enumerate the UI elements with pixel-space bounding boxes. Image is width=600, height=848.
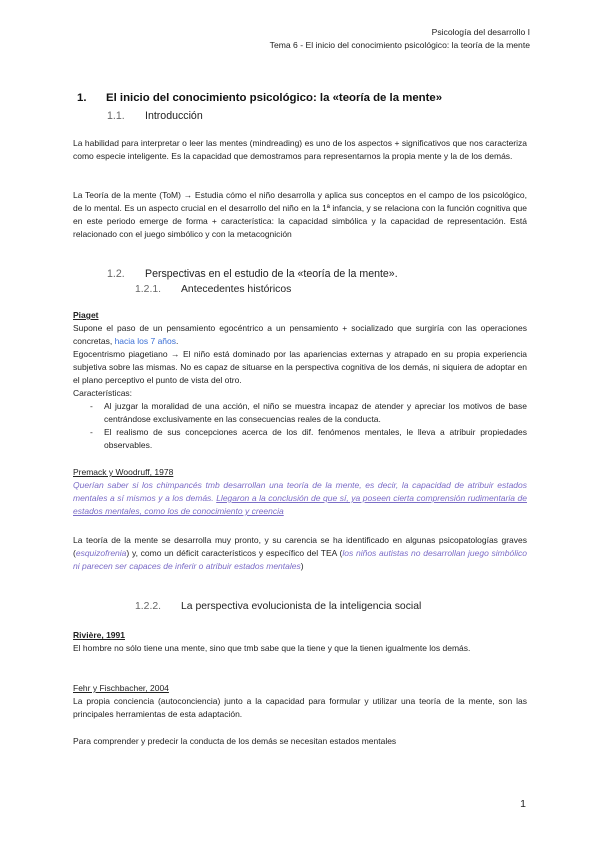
header-course: Psicología del desarrollo I [431, 27, 530, 37]
section-title: El inicio del conocimiento psicológico: la «teoría de la mente» [106, 92, 443, 104]
page-header [270, 26, 530, 52]
age-highlight: hacia los 7 años [114, 336, 177, 346]
tom-text-end: ) [300, 561, 304, 571]
premack-section [73, 466, 527, 518]
section-heading-1-2 [107, 268, 398, 280]
section-number: 1.2. [107, 268, 125, 280]
characteristics-list [73, 400, 527, 452]
section-heading-1-2-2 [135, 601, 421, 612]
premack-italic-text: Querían saber si los chimpancés tmb desarrollan una teoría de la mente, es decir, la capacidad de atribuir estados mentales a sí mismos y a los demás. [73, 480, 527, 503]
intro-paragraph-2: La Teoría de la mente (ToM) → Estudia cómo el niño desarrolla y aplica sus conceptos en el campo de los psicológico, de lo mental. Es un aspecto crucial en el desarrollo del niño en la 1ª infancia, y se relaciona con la función cognitiva que en este periodo emerge de forma + característica: la capacidad simbólica y la capacidad de representación. Está relacionado con el juego simbólico y con la metacognición [73, 190, 527, 239]
premack-conclusion: Llegaron a la conclusión de que sí, ya poseen cierta comprensión rudimentaria de estados mentales, como los de conocimiento y creencia [73, 493, 527, 516]
tom-text: La teoría de la mente se desarrolla muy pronto, y su carencia se ha identificado en algunas psicopatologías graves ( [73, 535, 527, 558]
section-heading-1-2-1 [135, 284, 291, 295]
fehr-paragraph: La propia conciencia (autoconciencia) junto a la capacidad para formular y utilizar una teoría de la mente, son las principales herramientas de esta adaptación. [73, 696, 527, 719]
piaget-text: Supone el paso de un pensamiento egocéntrico a un pensamiento + socializado que surgiría con las operaciones concretas, [73, 323, 527, 346]
characteristics-heading: Características: [73, 388, 133, 398]
riviere-paragraph: El hombre no sólo tiene una mente, sino que tmb sabe que la tiene y que la tienen igualmente los demás. [73, 643, 471, 653]
piaget-section [73, 309, 527, 452]
section-number: 1.2.1. [135, 284, 161, 295]
page-number: 1 [520, 798, 526, 810]
riviere-section [73, 629, 527, 655]
section-title: Introducción [145, 110, 203, 122]
piaget-text-end: . [176, 336, 179, 346]
tom-text: ) y, como un déficit característicos y específico del TEA ( [126, 548, 343, 558]
author-label-fehr: Fehr y Fischbacher, 2004 [73, 683, 169, 693]
section-number: 1.2.2. [135, 601, 161, 612]
mental-states-paragraph: Para comprender y predecir la conducta de los demás se necesitan estados mentales [73, 736, 397, 746]
header-topic: Tema 6 - El inicio del conocimiento psicológico: la teoría de la mente [269, 40, 530, 50]
section-title: Antecedentes históricos [181, 284, 292, 295]
section-title: Perspectivas en el estudio de la «teoría de la mente». [145, 268, 398, 280]
author-label-riviere: Rivière, 1991 [73, 630, 125, 640]
section-title: La perspectiva evolucionista de la inteligencia social [181, 601, 422, 612]
list-item: - El realismo de sus concepciones acerca de los dif. fenómenos mentales, le lleva a atribuir propiedades observables. [73, 426, 527, 452]
autism-note: los niños autistas no desarrollan juego simbólico ni parecen ser capaces de inferir o atribuir estados mentales [73, 548, 527, 571]
fehr-section [73, 682, 527, 721]
premack-paragraph [73, 479, 527, 518]
schizophrenia-term: esquizofrenia [75, 548, 127, 558]
section-number: 1. [77, 92, 87, 104]
author-label-piaget: Piaget [73, 310, 99, 320]
tom-paragraph [73, 534, 527, 573]
section-heading-1-1 [107, 110, 203, 122]
author-label-premack: Premack y Woodruff, 1978 [73, 467, 174, 477]
intro-paragraph-1: La habilidad para interpretar o leer las mentes (mindreading) es uno de los aspectos + significativos que nos caracteriza como especie inteligente. Es la capacidad que demostramos para representarnos la propia mente y la de los demás. [73, 138, 527, 161]
list-item: - Al juzgar la moralidad de una acción, el niño se muestra incapaz de atender y apreciar los motivos de base centrándose exclusivamente en las consecuencias reales de la conducta. [73, 400, 527, 426]
section-heading-1 [77, 92, 442, 104]
piaget-paragraph-2: Egocentrismo piagetiano → El niño está dominado por las apariencias externas y atrapado en su propia experiencia subjetiva sobre las mismas. No es capaz de situarse en la perspectiva cognitiva de los demás, ni siquiera de adoptar en el plano perceptivo el punto de vista del otro. [73, 349, 527, 385]
section-number: 1.1. [107, 110, 125, 122]
piaget-paragraph-1 [73, 322, 527, 348]
